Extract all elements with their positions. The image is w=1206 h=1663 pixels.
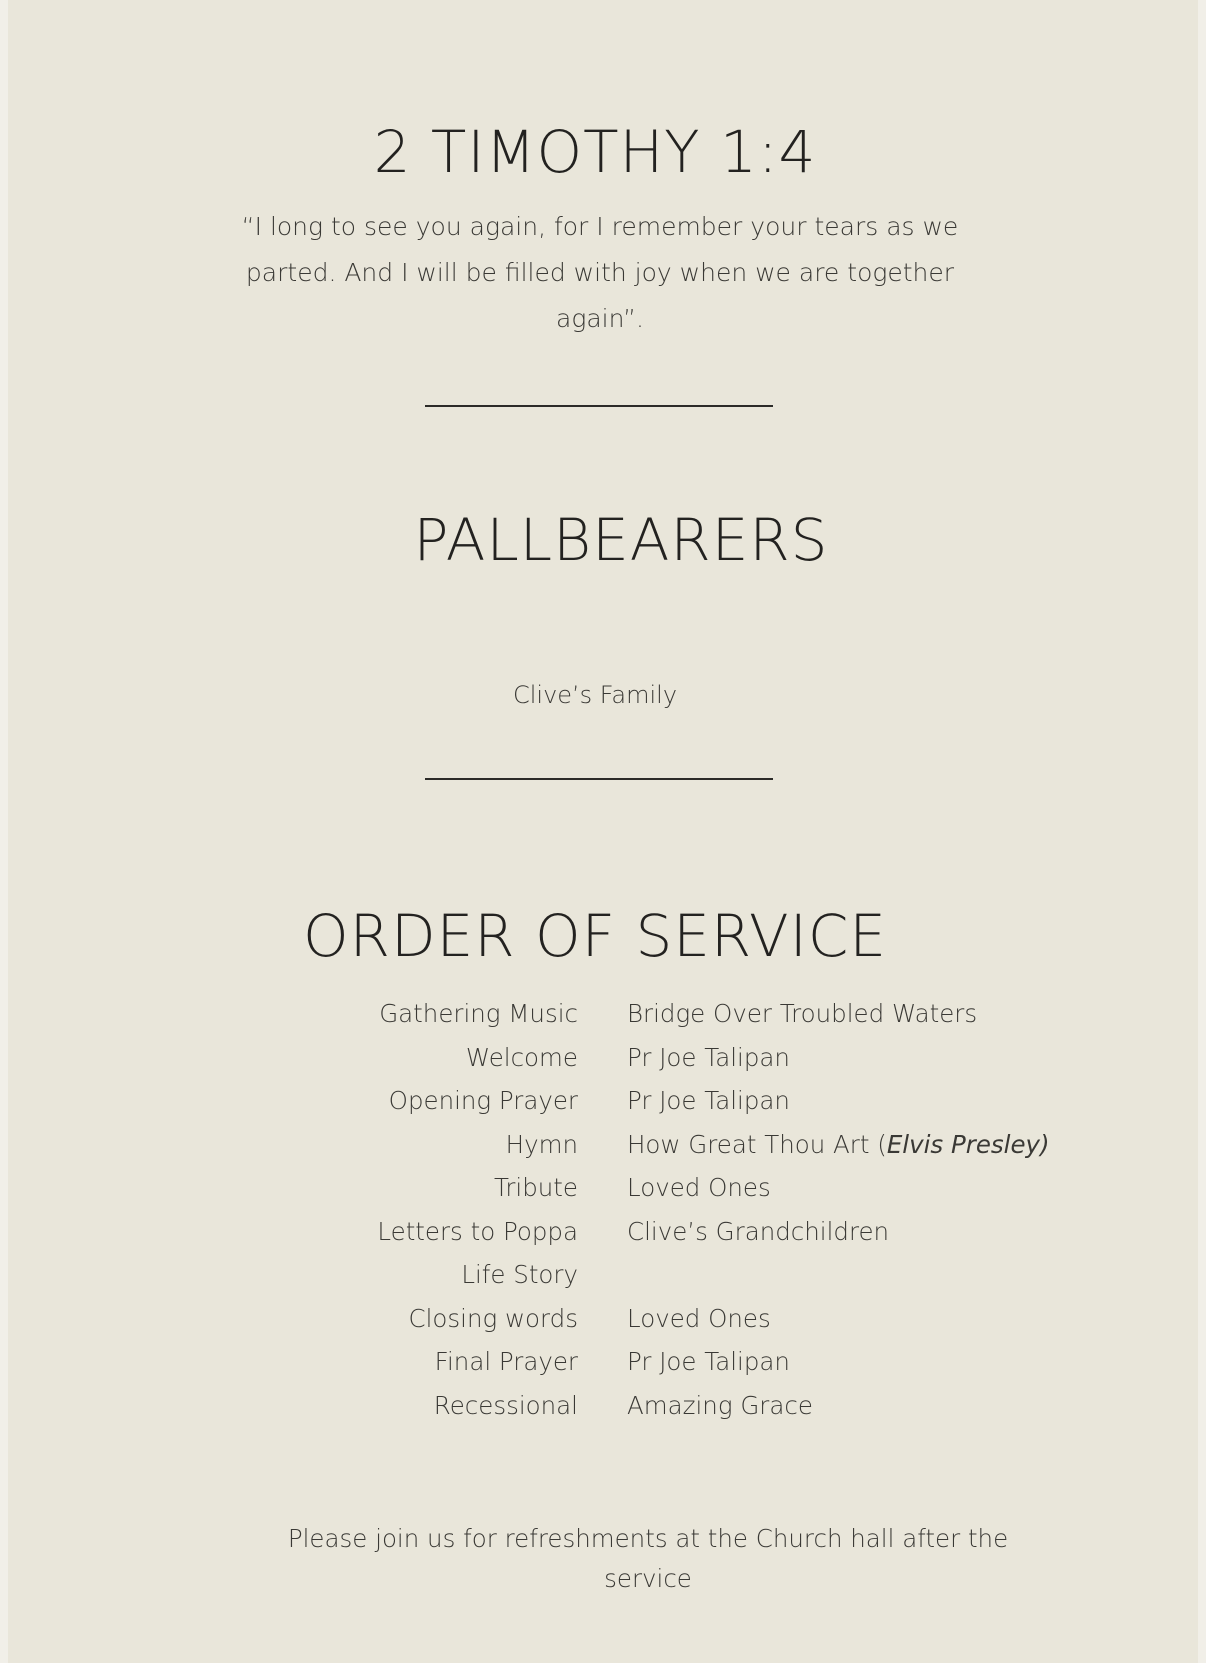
pallbearers-title: PALLBEARERS [413, 506, 829, 574]
order-item-label: Hymn [505, 1129, 578, 1159]
order-item-label: Life Story [461, 1260, 578, 1289]
order-item-detail: Clive’s Grandchildren [627, 1216, 890, 1246]
order-item-label: Tribute [493, 1173, 578, 1202]
order-item-detail: Loved Ones [627, 1173, 771, 1202]
order-item-detail: Pr Joe Talipan [627, 1042, 790, 1072]
artist-note: Elvis Presley) [886, 1129, 1050, 1159]
service-program-page [8, 0, 1198, 1663]
order-item-detail: Pr Joe Talipan [627, 1086, 790, 1115]
order-row [258, 1386, 1058, 1430]
order-item-label: Recessional [433, 1390, 578, 1420]
order-item-label: Gathering Music [379, 999, 578, 1028]
order-row [258, 1255, 1058, 1299]
order-item-detail: How Great Thou Art (Elvis Presley) [627, 1129, 1050, 1159]
order-row [258, 994, 1058, 1038]
verse-text: “I long to see you again, for I remember your tears as we parted. And I will be filled with joy when we are together again”. [241, 212, 959, 333]
order-item-label: Closing words [408, 1303, 578, 1333]
order-of-service-title: ORDER OF SERVICE [303, 902, 887, 970]
section-divider [425, 405, 773, 407]
order-item-detail: Amazing Grace [627, 1390, 813, 1420]
order-item-label: Welcome [465, 1042, 578, 1072]
order-row [258, 1299, 1058, 1343]
order-item-label: Final Prayer [434, 1347, 578, 1376]
order-row [258, 1125, 1058, 1169]
order-item-label: Opening Prayer [388, 1086, 578, 1115]
pallbearers-names: Clive’s Family [512, 681, 678, 709]
order-of-service-list [258, 994, 1058, 1429]
order-row [258, 1168, 1058, 1212]
order-row [258, 1081, 1058, 1125]
section-divider [425, 778, 773, 780]
refreshments-note: Please join us for refreshments at the Church hall after the service [287, 1524, 1009, 1593]
order-row [258, 1212, 1058, 1256]
order-row [258, 1038, 1058, 1082]
order-item-detail: Bridge Over Troubled Waters [627, 999, 978, 1028]
verse-title: 2 TIMOTHY 1:4 [373, 118, 817, 186]
order-item-label: Letters to Poppa [377, 1216, 578, 1246]
order-item-detail: Pr Joe Talipan [627, 1347, 790, 1376]
order-item-detail: Loved Ones [627, 1303, 771, 1333]
order-row [258, 1342, 1058, 1386]
